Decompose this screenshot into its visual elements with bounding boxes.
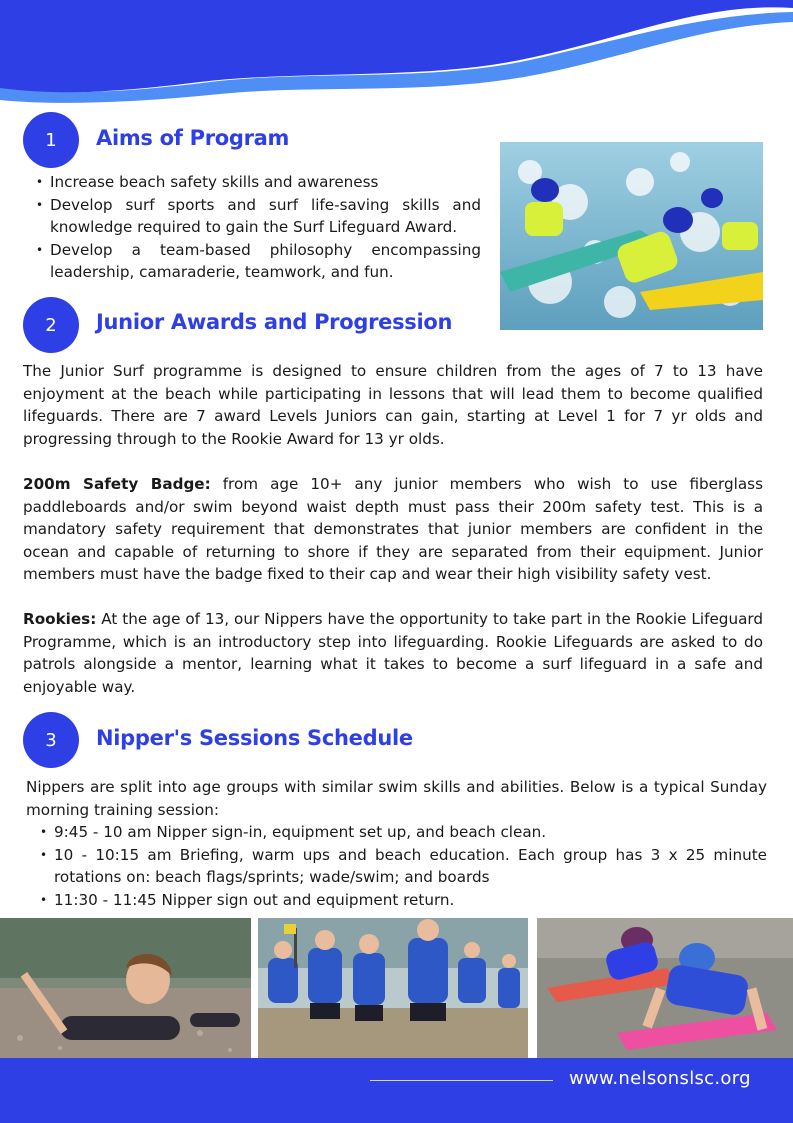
- section-3-title: Nipper's Sessions Schedule: [96, 726, 413, 750]
- schedule-item: • 9:45 - 10 am Nipper sign-in, equipment set up, and beach clean.: [40, 821, 767, 844]
- section-1-title: Aims of Program: [96, 126, 290, 150]
- website-link[interactable]: www.nelsonslsc.org: [569, 1068, 751, 1089]
- safety-badge-paragraph: [23, 473, 763, 586]
- safety-badge-text: from age 10+ any junior members who wish to use fiberglass paddleboards and/or swim beyond waist depth must pass their 200m safety test. This is a mandatory safety requirement that demonstrates that junior members are confident in the ocean and capable of returning to shore if they are separated from their equipment. Junior members must have the badge fixed to their cap and wear their high visibility safety vest.: [23, 475, 763, 583]
- aims-list-item: • Increase beach safety skills and awareness: [36, 171, 481, 194]
- section-2-number: 2: [23, 297, 79, 353]
- rookies-label: Rookies:: [23, 610, 97, 628]
- footer-divider: [370, 1080, 553, 1081]
- header-wave: [0, 0, 793, 110]
- schedule-intro: Nippers are split into age groups with similar swim skills and abilities. Below is a typical Sunday morning training session:: [26, 778, 767, 819]
- aims-list: [36, 171, 481, 284]
- section-3-number: 3: [23, 712, 79, 768]
- schedule-item: • 11:30 - 11:45 Nipper sign out and equipment return.: [40, 889, 767, 912]
- section-2-title: Junior Awards and Progression: [96, 310, 453, 334]
- awards-intro: The Junior Surf programme is designed to ensure children from the ages of 7 to 13 have enjoyment at the beach while participating in lessons that will lead them to become qualified lifeguards. There are 7 award Levels Juniors can gain, starting at Level 1 for 7 yr olds and progressing through to the Rookie Award for 13 yr olds.: [23, 362, 763, 448]
- footer-bar: [0, 1058, 793, 1123]
- kids-running-photo: [258, 918, 528, 1058]
- girl-on-beach-photo: [0, 918, 251, 1058]
- schedule-list: [40, 821, 767, 911]
- aims-list-item: • Develop surf sports and surf life-saving skills and knowledge required to gain the Surf Lifeguard Award.: [36, 194, 481, 239]
- surf-race-photo: [500, 142, 763, 330]
- schedule-item: • 10 - 10:15 am Briefing, warm ups and beach education. Each group has 3 x 25 minute rotations on: beach flags/sprints; wade/swim; and boards: [40, 844, 767, 889]
- aims-list-item: • Develop a team-based philosophy encompassing leadership, camaraderie, teamwork, and fun.: [36, 239, 481, 284]
- rookies-text: At the age of 13, our Nippers have the opportunity to take part in the Rookie Lifeguard Programme, which is an introductory step into lifeguarding. Rookie Lifeguards are asked to do patrols alongside a mentor, learning what it takes to become a surf lifeguard in a safe and enjoyable way.: [23, 610, 763, 696]
- section-1-number: 1: [23, 112, 79, 168]
- safety-badge-label: 200m Safety Badge:: [23, 475, 211, 493]
- board-paddling-photo: [537, 918, 793, 1058]
- rookies-paragraph: [23, 608, 763, 698]
